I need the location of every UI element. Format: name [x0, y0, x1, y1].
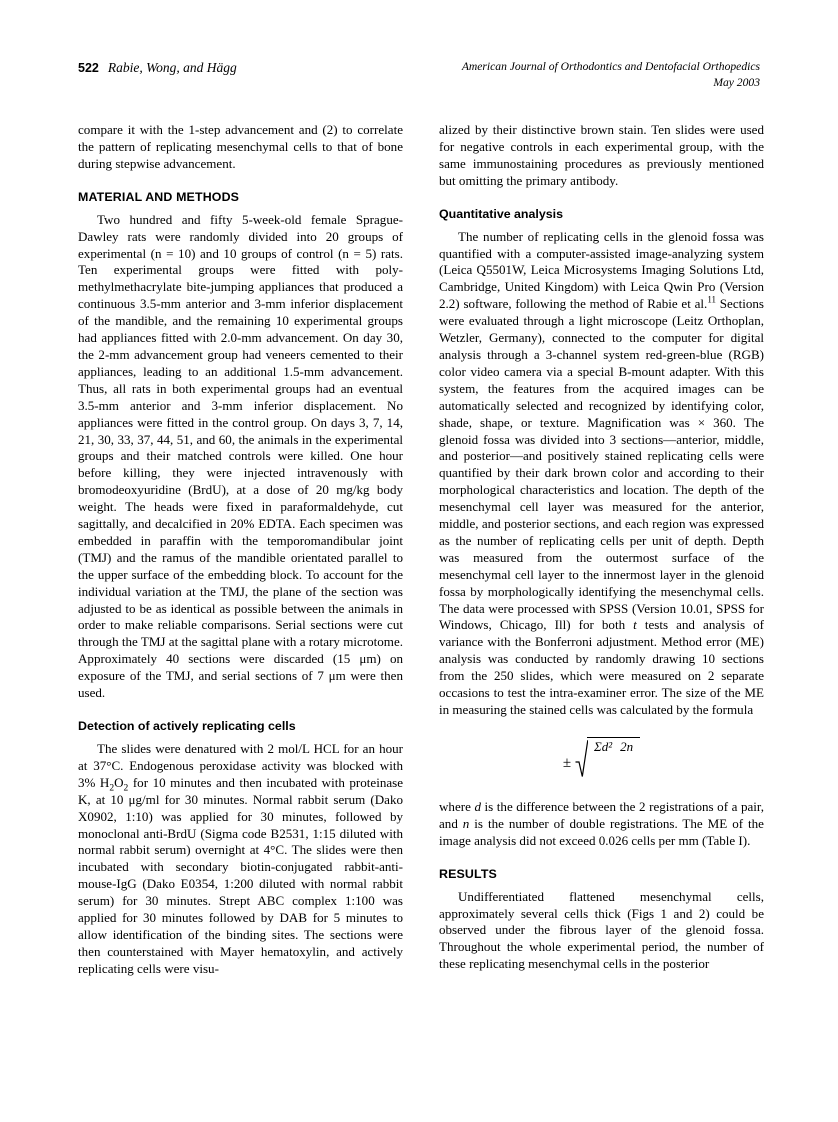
heading-material-and-methods: MATERIAL AND METHODS	[78, 189, 240, 204]
fraction-numerator: Σd²	[594, 739, 613, 755]
plus-minus-sign: ±	[562, 755, 572, 772]
method-error-formula	[439, 737, 764, 783]
italic-n-variable: n	[462, 815, 470, 831]
issue-date: May 2003	[713, 75, 760, 89]
journal-title: American Journal of Orthodontics and Dentofacial Orthopedics	[461, 60, 760, 73]
heading-results: RESULTS	[439, 866, 497, 881]
running-head	[78, 59, 760, 99]
quant-text-part3: tests and analysis of variance with the Bonferroni adjustment. Method error (ME) analysis was conducted by randomly drawing 10 sections from the 250 slides, which were measured on 2 separate occasions to test the intra-examiner error. The size of the ME in measuring the stained cells was calculated by the formula	[439, 617, 764, 717]
paragraph-detection	[78, 741, 403, 978]
quant-text-part1: The number of replicating cells in the glenoid fossa was quantified with a computer-assisted image-analyzing system (Leica Q5501W, Leica Microsystems Imaging Solutions Ltd, Cambridge, United Kingdom) with Leica Qwin Pro (Version 2.2) software, following the method of Rabie et al.	[439, 228, 764, 312]
heading-detection-of-replicating-cells: Detection of actively replicating cells	[78, 719, 296, 733]
paragraph-methods: Two hundred and fifty 5-week-old female Sprague-Dawley rats were randomly divided into 20 groups of experimental (n = 10) and 10 groups of control (n = 5) rats. Ten experimental groups were fitted with poly-methylmethacrylate bite-jumping appliances that produced a continuous 3.5-mm anterior and 3-mm inferior displacement of the mandible, and the remaining 10 experimental groups had appliances fitted with 2.0-mm advancement. On day 30, the 2-mm advancement group had veneers cemented to their appliances, leading to an additional 1.5-mm advancement. Thus, all rats in both experimental groups had an eventual 3.5-mm anterior and 3-mm inferior displacement. No appliances were fitted in the control group. On days 3, 7, 14, 21, 30, 33, 37, 44, 51, and 60, the animals in the experimental groups and their matched controls were killed. One hour before killing, they were injected intravenously with bromodeoxyuridine (BrdU), at a dose of 20 mg/kg body weight. The heads were fixed in paraformaldehyde, cut sagittally, and decalcified in 20% EDTA. Each specimen was embedded in paraffin with the temporomandibular joint (TMJ) and the ramus of the mandible orientated parallel to the upper surface of the embedding block. To account for the individual variation at the TMJ, the plane of the section was adjusted to be as identical as possible between the animals in order to make reliable comparisons. Serial sections were cut through the TMJ at the sagittal plane with a rotary microtome. Approximately 40 sections were discarded (15 μm) on exposure of the TMJ, and serial sections of 7 μm were then used.	[78, 211, 403, 701]
paragraph-where-definitions	[439, 799, 764, 850]
italic-t-statistic: t	[633, 617, 637, 633]
paragraph-detection-continued: alized by their distinctive brown stain. Ten slides were used for negative controls in each experimental group, with the same immunostaining procedures as previously mentioned but omitting the primary antibody.	[439, 122, 764, 188]
page-number: 522	[78, 61, 99, 75]
reference-superscript: 11	[707, 294, 716, 305]
paragraph-intro-continued: compare it with the 1-step advancement and (2) to correlate the pattern of replicating mesenchymal cells to that of bone during stepwise advancement.	[78, 122, 403, 171]
radical-group	[575, 737, 640, 782]
heading-quantitative-analysis: Quantitative analysis	[439, 206, 563, 221]
chem-oxygen: O	[114, 774, 124, 790]
square-root-icon	[575, 738, 588, 783]
fraction	[587, 737, 640, 782]
running-head-authors: Rabie, Wong, and Hägg	[107, 60, 237, 75]
column-left	[78, 122, 403, 978]
italic-d-variable: d	[474, 798, 481, 814]
where-text-part2: is the difference between the 2 registrations of a pair, and	[439, 798, 764, 831]
detection-text-part1: The slides were denatured with 2 mol/L HCL for an hour at 37°C. Endogenous peroxidase activity was blocked with 3% H	[78, 741, 403, 790]
running-head-left	[78, 59, 237, 77]
where-text-part1: where	[439, 798, 475, 814]
running-head-right	[462, 59, 760, 90]
paragraph-results: Undifferentiated flattened mesenchymal cells, approximately several cells thick (Figs 1 and 2) could be observed under the fibrous layer of the glenoid fossa. Throughout the whole experimental period, the number of these replicating mesenchymal cells in the posterior	[439, 888, 764, 972]
quant-text-part2: Sections were evaluated through a light microscope (Leitz Orthoplan, Wetzler, Germany), connected to the computer for digital analysis through a 3-channel system red-green-blue (RGB) color video camera via a special B-mount adapter. With this system, the features from the acquired images can be automatically selected and recognized by identifying color, shade, shape, or texture. Magnification was × 360. The glenoid fossa was divided into 3 sections—anterior, middle, and posterior—and positively stained replicating cells were quantified by their dark brown color and according to their morphological characteristics and location. The depth of the mesenchymal cell layer was measured for the anterior, middle, and posterior sections, and each region was expressed as the number of replicating cells per unit of depth. Depth was measured from the outermost surface of the mesenchymal cell layer to the innermost layer in the glenoid fossa by morphologically identifying the mesenchymal cells. The data were processed with SPSS (Version 10.01, SPSS for Windows, Chicago, Ill) for both	[439, 296, 764, 633]
column-right	[439, 122, 764, 973]
chem-subscript-o2: 2	[123, 783, 129, 794]
fraction-denominator: 2n	[620, 739, 634, 755]
chem-subscript-h2: 2	[109, 783, 115, 794]
where-text-part3: is the number of double registrations. The ME of the image analysis did not exceed 0.026 cells per mm (Table I).	[439, 815, 764, 848]
detection-text-part2: for 10 minutes and then incubated with proteinase K, at 10 μg/ml for 30 minutes. Normal rabbit serum (Dako X0902, 1:10) was applied for 30 minutes, followed by monoclonal anti-BrdU (Sigma code B2531, 1:15 diluted with normal rabbit serum) overnight at 4°C. The slides were then incubated with secondary biotin-conjugated rabbit-anti-mouse-IgG (Dako E0354, 1:200 diluted with normal rabbit serum) for 30 minutes. Strept ABC complex 1:100 was applied for 30 minutes followed by DAB for 5 minutes to allow identification of the binding sites. The sections were then counterstained with Mayer hematoxylin, and actively replicating cells were visu-	[78, 774, 403, 976]
paragraph-quantitative-analysis	[439, 229, 764, 719]
